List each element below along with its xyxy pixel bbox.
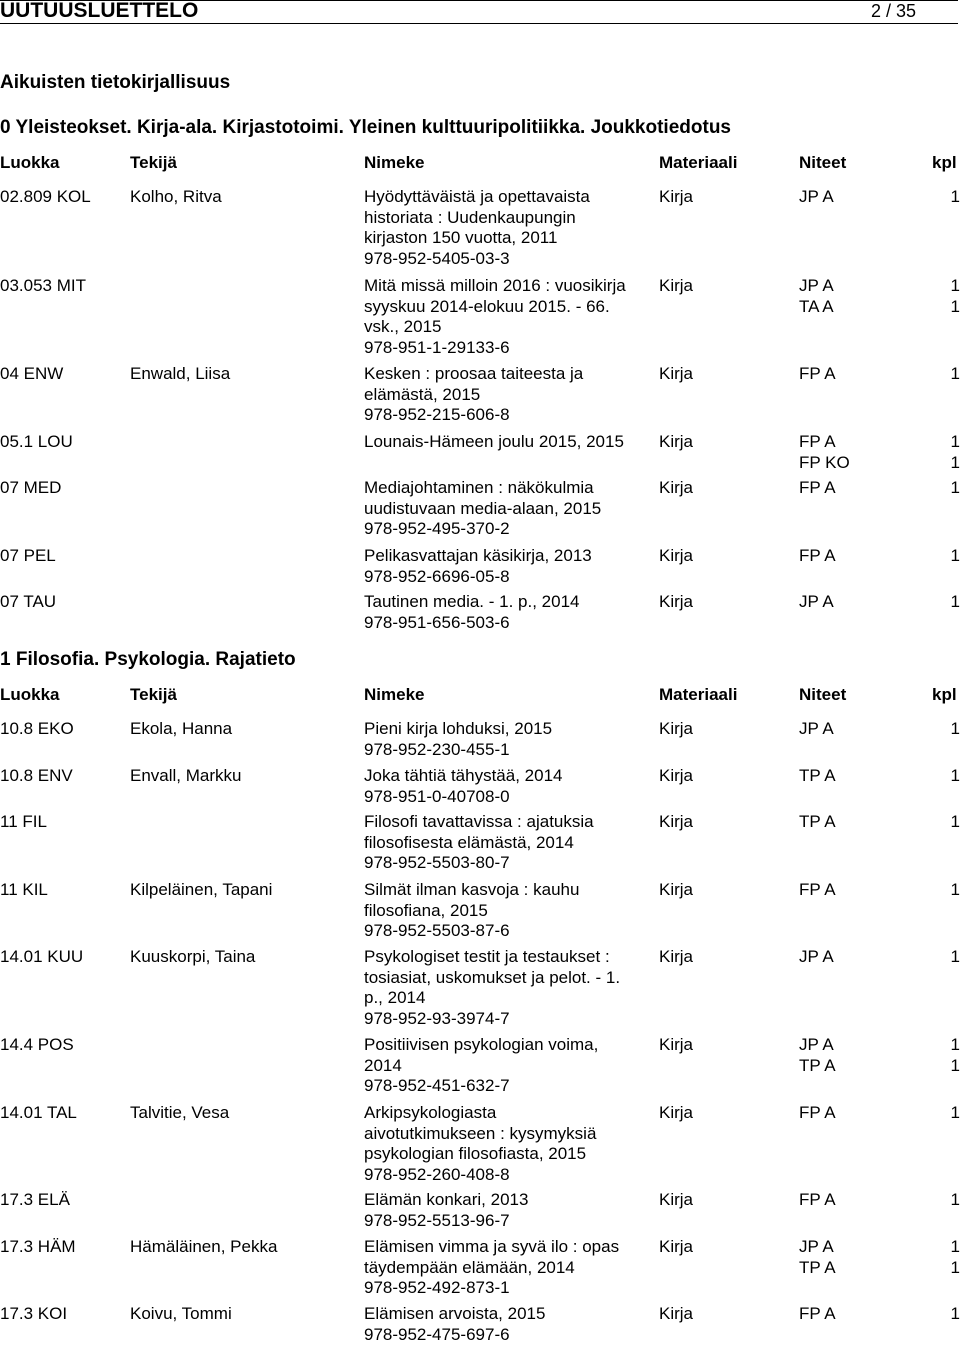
entry-copy-location: TP A (799, 766, 836, 787)
entry-copy-location: FP A (799, 1103, 836, 1124)
catalog-entry (0, 1103, 960, 1104)
entry-title (364, 880, 654, 942)
entry-material: Kirja (659, 478, 693, 499)
entry-copy-location: JP A (799, 276, 834, 297)
entry-title (364, 187, 654, 269)
entry-count-value: 1 (940, 1035, 960, 1056)
entry-material: Kirja (659, 1190, 693, 1211)
column-header-niteet: Niteet (799, 153, 846, 173)
entry-count-value: 1 (940, 719, 960, 740)
entry-isbn: 978-952-492-873-1 (364, 1278, 654, 1299)
entry-copies (799, 880, 836, 901)
entry-title (364, 432, 654, 453)
entry-count-value: 1 (940, 947, 960, 968)
entry-title (364, 1304, 654, 1345)
entry-title-line: Tautinen media. - 1. p., 2014 (364, 592, 654, 613)
catalog-entry (0, 592, 960, 593)
entry-title-line: Silmät ilman kasvoja : kauhu (364, 880, 654, 901)
entry-class-code: 03.053 MIT (0, 276, 86, 297)
entry-class-code: 10.8 EKO (0, 719, 74, 740)
entry-material: Kirja (659, 1103, 693, 1124)
page-header (0, 0, 958, 24)
entry-isbn: 978-952-5513-96-7 (364, 1211, 654, 1232)
entry-class-code: 10.8 ENV (0, 766, 73, 787)
entry-copies (799, 812, 836, 833)
entry-count (940, 766, 960, 787)
entry-material: Kirja (659, 276, 693, 297)
entry-title-line: uudistuvaan media-alaan, 2015 (364, 499, 654, 520)
entry-title-line: Elämisen arvoista, 2015 (364, 1304, 654, 1325)
column-header-kpl: kpl (932, 153, 957, 173)
column-header-materiaali: Materiaali (659, 153, 737, 173)
entry-class-code: 17.3 HÄM (0, 1237, 76, 1258)
entry-material: Kirja (659, 364, 693, 385)
entry-count-value: 1 (940, 364, 960, 385)
entry-material: Kirja (659, 432, 693, 453)
entry-title-line: vsk., 2015 (364, 317, 654, 338)
entry-copies (799, 947, 834, 968)
entry-count (940, 432, 960, 473)
catalog-entry (0, 1035, 960, 1036)
entry-author: Kolho, Ritva (130, 187, 222, 208)
entry-count (940, 1190, 960, 1211)
entry-count (940, 1237, 960, 1278)
entry-author: Talvitie, Vesa (130, 1103, 229, 1124)
catalog-entry (0, 719, 960, 720)
entry-title-line: Mitä missä milloin 2016 : vuosikirja (364, 276, 654, 297)
entry-title-line: Pelikasvattajan käsikirja, 2013 (364, 546, 654, 567)
entry-copy-location: JP A (799, 1237, 836, 1258)
entry-class-code: 07 PEL (0, 546, 56, 567)
catalog-entry (0, 1237, 960, 1238)
entry-count (940, 812, 960, 833)
entry-material: Kirja (659, 1035, 693, 1056)
entry-copies (799, 276, 834, 317)
entry-count (940, 719, 960, 740)
entry-copy-location: FP A (799, 1190, 836, 1211)
catalog-entry (0, 478, 960, 479)
column-header-tekija: Tekijä (130, 153, 177, 173)
entry-title-line: Arkipsykologiasta (364, 1103, 654, 1124)
entry-class-code: 11 KIL (0, 880, 48, 901)
entry-count-value: 1 (940, 546, 960, 567)
entry-title-line: täydempään elämään, 2014 (364, 1258, 654, 1279)
entry-isbn: 978-952-475-697-6 (364, 1325, 654, 1345)
entry-title (364, 812, 654, 874)
column-header-nimeke: Nimeke (364, 685, 424, 705)
entry-material: Kirja (659, 812, 693, 833)
entry-count-value: 1 (940, 1103, 960, 1124)
entry-title-line: Mediajohtaminen : näkökulmia (364, 478, 654, 499)
entry-class-code: 05.1 LOU (0, 432, 73, 453)
entry-count-value: 1 (940, 432, 960, 453)
entry-isbn: 978-951-656-503-6 (364, 613, 654, 634)
entry-title-line: aivotutkimukseen : kysymyksiä (364, 1124, 654, 1145)
entry-class-code: 14.4 POS (0, 1035, 74, 1056)
entry-title-line: Psykologiset testit ja testaukset : (364, 947, 654, 968)
entry-isbn: 978-952-5503-87-6 (364, 921, 654, 942)
entry-class-code: 11 FIL (0, 812, 47, 833)
entry-count-value: 1 (940, 187, 960, 208)
catalog-entry (0, 1304, 960, 1305)
catalog-entry (0, 880, 960, 881)
entry-isbn: 978-952-93-3974-7 (364, 1009, 654, 1030)
page-number: 2 / 35 (871, 0, 916, 22)
entry-copies (799, 1035, 836, 1076)
entry-count-value: 1 (940, 478, 960, 499)
entry-isbn: 978-952-5405-03-3 (364, 249, 654, 270)
entry-material: Kirja (659, 592, 693, 613)
entry-copy-location: FP A (799, 432, 850, 453)
entry-count-value: 1 (940, 1304, 960, 1325)
entry-isbn: 978-951-1-29133-6 (364, 338, 654, 359)
entry-title (364, 478, 654, 540)
entry-isbn: 978-952-230-455-1 (364, 740, 654, 761)
entry-author: Kuuskorpi, Taina (130, 947, 255, 968)
entry-title-line: elämästä, 2015 (364, 385, 654, 406)
entry-title-line: filosofisesta elämästä, 2014 (364, 833, 654, 854)
entry-author: Koivu, Tommi (130, 1304, 232, 1325)
section-title: 1 Filosofia. Psykologia. Rajatieto (0, 649, 296, 671)
entry-class-code: 14.01 KUU (0, 947, 83, 968)
entry-count (940, 1035, 960, 1076)
entry-copies (799, 432, 850, 473)
entry-count-value: 1 (940, 297, 960, 318)
entry-material: Kirja (659, 187, 693, 208)
entry-isbn: 978-952-451-632-7 (364, 1076, 654, 1097)
entry-title-line: filosofiana, 2015 (364, 901, 654, 922)
entry-title (364, 947, 654, 1029)
entry-title (364, 546, 654, 587)
entry-copy-location: FP A (799, 478, 836, 499)
entry-copies (799, 364, 836, 385)
entry-title-line: Hyödyttäväistä ja opettavaista (364, 187, 654, 208)
entry-copies (799, 719, 834, 740)
entry-author: Kilpeläinen, Tapani (130, 880, 272, 901)
entry-material: Kirja (659, 766, 693, 787)
entry-material: Kirja (659, 947, 693, 968)
entry-isbn: 978-952-260-408-8 (364, 1165, 654, 1186)
entry-author: Hämäläinen, Pekka (130, 1237, 277, 1258)
entry-title-line: historiata : Uudenkaupungin (364, 208, 654, 229)
column-header-luokka: Luokka (0, 153, 60, 173)
column-header-materiaali: Materiaali (659, 685, 737, 705)
entry-title-line: psykologian filosofiasta, 2015 (364, 1144, 654, 1165)
entry-count (940, 276, 960, 317)
catalog-entry (0, 187, 960, 188)
entry-copies (799, 1103, 836, 1124)
entry-copies (799, 1237, 836, 1278)
catalog-entry (0, 276, 960, 277)
column-header-tekija: Tekijä (130, 685, 177, 705)
entry-copy-location: FP A (799, 364, 836, 385)
entry-count (940, 1103, 960, 1124)
entry-title-line: tosiasiat, uskomukset ja pelot. - 1. (364, 968, 654, 989)
entry-isbn: 978-951-0-40708-0 (364, 787, 654, 808)
entry-class-code: 04 ENW (0, 364, 63, 385)
entry-title (364, 276, 654, 358)
catalog-entry (0, 1190, 960, 1191)
entry-count-value: 1 (940, 766, 960, 787)
entry-copy-location: FP A (799, 1304, 836, 1325)
entry-copy-location: JP A (799, 592, 834, 613)
entry-isbn: 978-952-6696-05-8 (364, 567, 654, 588)
entry-copy-location: TP A (799, 1056, 836, 1077)
entry-author: Envall, Markku (130, 766, 241, 787)
entry-isbn: 978-952-495-370-2 (364, 519, 654, 540)
entry-copy-location: TA A (799, 297, 834, 318)
entry-count-value: 1 (940, 1258, 960, 1279)
catalog-entry (0, 812, 960, 813)
entry-class-code: 02.809 KOL (0, 187, 91, 208)
entry-material: Kirja (659, 1237, 693, 1258)
entry-count-value: 1 (940, 880, 960, 901)
entry-copy-location: TP A (799, 1258, 836, 1279)
entry-class-code: 17.3 KOI (0, 1304, 67, 1325)
entry-title-line: Joka tähtiä tähystää, 2014 (364, 766, 654, 787)
entry-copies (799, 766, 836, 787)
entry-count (940, 478, 960, 499)
entry-count (940, 947, 960, 968)
column-header-niteet: Niteet (799, 685, 846, 705)
entry-title (364, 592, 654, 633)
column-header-kpl: kpl (932, 685, 957, 705)
entry-title (364, 1237, 654, 1299)
entry-title-line: Elämän konkari, 2013 (364, 1190, 654, 1211)
entry-copies (799, 1190, 836, 1211)
entry-material: Kirja (659, 546, 693, 567)
entry-count-value: 1 (940, 1190, 960, 1211)
entry-count (940, 546, 960, 567)
section-title: 0 Yleisteokset. Kirja-ala. Kirjastotoimi. Yleinen kulttuuripolitiikka. Joukkotiedotus (0, 117, 731, 139)
column-header-nimeke: Nimeke (364, 153, 424, 173)
entry-title (364, 766, 654, 807)
main-title: Aikuisten tietokirjallisuus (0, 72, 230, 94)
catalog-title: UUTUUSLUETTELO (0, 0, 198, 22)
catalog-entry (0, 364, 960, 365)
entry-class-code: 07 MED (0, 478, 61, 499)
entry-copies (799, 478, 836, 499)
entry-title-line: 2014 (364, 1056, 654, 1077)
entry-copy-location: JP A (799, 719, 834, 740)
entry-title (364, 1190, 654, 1231)
entry-author: Ekola, Hanna (130, 719, 232, 740)
entry-title-line: p., 2014 (364, 988, 654, 1009)
entry-title-line: Elämisen vimma ja syvä ilo : opas (364, 1237, 654, 1258)
entry-class-code: 07 TAU (0, 592, 56, 613)
entry-count-value: 1 (940, 453, 960, 474)
entry-copy-location: FP KO (799, 453, 850, 474)
entry-isbn: 978-952-5503-80-7 (364, 853, 654, 874)
entry-title (364, 1035, 654, 1097)
entry-count-value: 1 (940, 276, 960, 297)
entry-title (364, 364, 654, 426)
catalog-entry (0, 546, 960, 547)
entry-count (940, 592, 960, 613)
entry-title-line: kirjaston 150 vuotta, 2011 (364, 228, 654, 249)
entry-title-line: Pieni kirja lohduksi, 2015 (364, 719, 654, 740)
entry-author: Enwald, Liisa (130, 364, 230, 385)
entry-title (364, 1103, 654, 1185)
entry-count-value: 1 (940, 592, 960, 613)
entry-copy-location: FP A (799, 880, 836, 901)
entry-copy-location: TP A (799, 812, 836, 833)
entry-copy-location: JP A (799, 1035, 836, 1056)
entry-title-line: Lounais-Hämeen joulu 2015, 2015 (364, 432, 654, 453)
entry-title-line: Positiivisen psykologian voima, (364, 1035, 654, 1056)
entry-count-value: 1 (940, 1056, 960, 1077)
entry-copy-location: JP A (799, 947, 834, 968)
entry-title-line: Filosofi tavattavissa : ajatuksia (364, 812, 654, 833)
catalog-entry (0, 766, 960, 767)
entry-copy-location: JP A (799, 187, 834, 208)
entry-copies (799, 546, 836, 567)
entry-copies (799, 187, 834, 208)
entry-material: Kirja (659, 1304, 693, 1325)
entry-copies (799, 1304, 836, 1325)
entry-count (940, 880, 960, 901)
entry-material: Kirja (659, 719, 693, 740)
entry-title-line: Kesken : proosaa taiteesta ja (364, 364, 654, 385)
entry-count (940, 187, 960, 208)
catalog-entry (0, 947, 960, 948)
entry-count (940, 364, 960, 385)
entry-isbn: 978-952-215-606-8 (364, 405, 654, 426)
entry-title (364, 719, 654, 760)
entry-copy-location: FP A (799, 546, 836, 567)
column-header-luokka: Luokka (0, 685, 60, 705)
catalog-entry (0, 432, 960, 433)
entry-class-code: 17.3 ELÄ (0, 1190, 70, 1211)
entry-material: Kirja (659, 880, 693, 901)
entry-count (940, 1304, 960, 1325)
entry-title-line: syyskuu 2014-elokuu 2015. - 66. (364, 297, 654, 318)
entry-class-code: 14.01 TAL (0, 1103, 77, 1124)
entry-copies (799, 592, 834, 613)
entry-count-value: 1 (940, 1237, 960, 1258)
entry-count-value: 1 (940, 812, 960, 833)
